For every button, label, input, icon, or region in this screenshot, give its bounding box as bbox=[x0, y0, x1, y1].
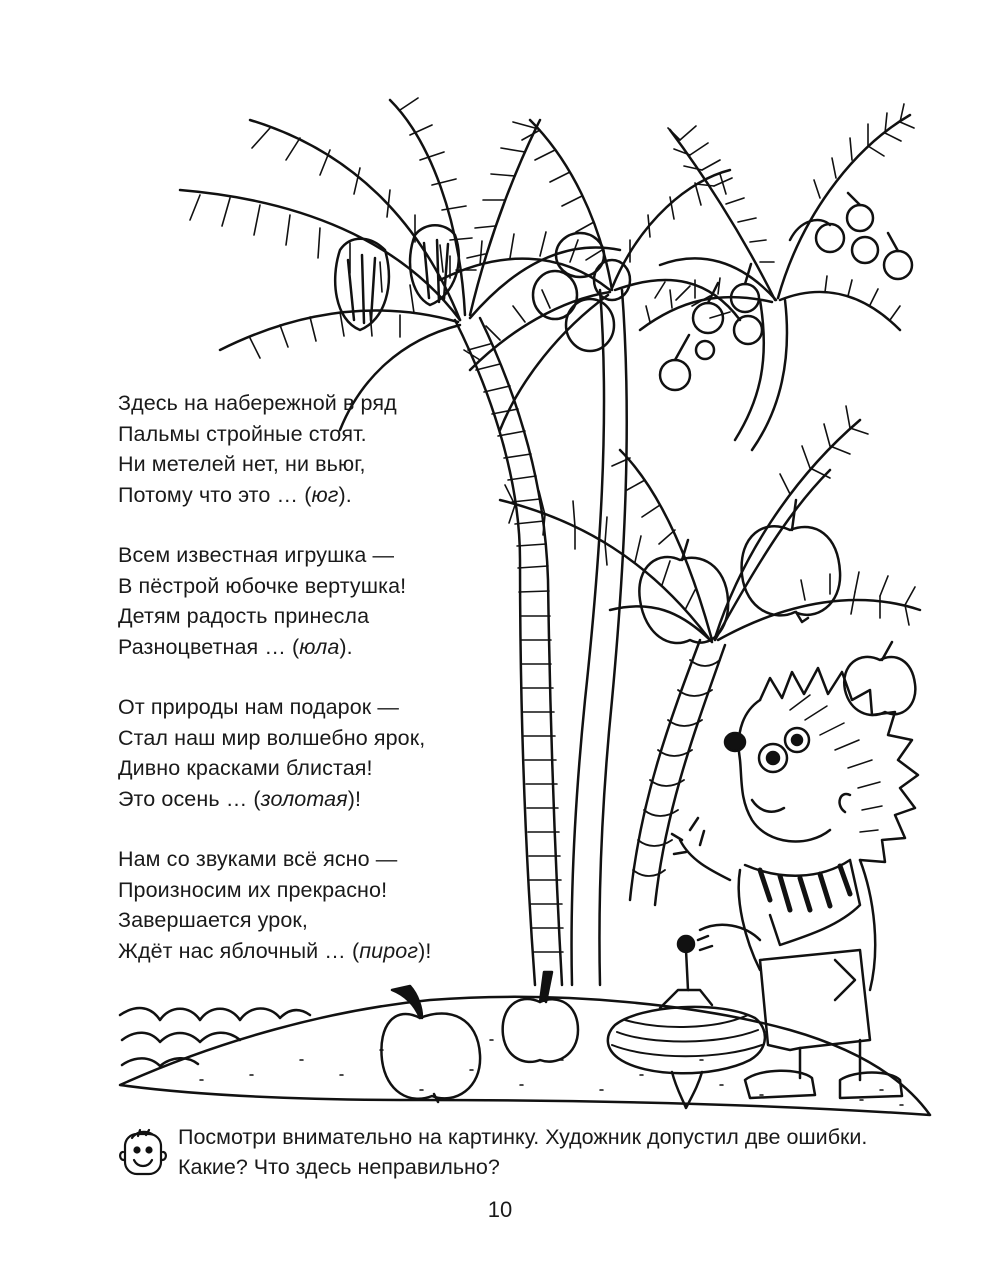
page-number: 10 bbox=[487, 1197, 513, 1222]
poem-stanza bbox=[118, 844, 488, 966]
apple bbox=[639, 540, 728, 643]
poem-line: Ни метелей нет, ни вьюг, bbox=[118, 452, 366, 476]
smiling-child-face-icon bbox=[118, 1128, 168, 1180]
poem-stanza bbox=[118, 388, 488, 510]
sea-waves bbox=[120, 1008, 310, 1066]
poem-line-suffix: )! bbox=[418, 938, 432, 963]
poem-line: Стал наш мир волшебно ярок, bbox=[118, 725, 426, 750]
poem-line: Всем известная игрушка — bbox=[118, 543, 395, 567]
poems-block bbox=[118, 388, 488, 996]
poem-answer: юг bbox=[311, 482, 339, 507]
poem-line: Дивно красками блистая! bbox=[118, 756, 373, 780]
striped-scarf bbox=[745, 860, 860, 945]
poem-line-prefix: Разноцветная … ( bbox=[118, 634, 300, 659]
poem-last-line bbox=[118, 784, 488, 815]
poem-last-line bbox=[118, 936, 488, 967]
palm-trunks bbox=[455, 290, 787, 985]
cherry-palm-crown bbox=[640, 104, 914, 390]
poem-answer: юла bbox=[299, 634, 340, 659]
island-ground bbox=[120, 997, 930, 1115]
coconut-cluster bbox=[533, 233, 630, 351]
poem-line: Завершается урок, bbox=[118, 908, 308, 932]
poem-line: В пёстрой юбочке вертушка! bbox=[118, 573, 407, 598]
poem-line: От природы нам подарок — bbox=[118, 695, 399, 719]
task-line-1: Посмотри внимательно на картинку. Художник допустил две ошибки. bbox=[178, 1125, 868, 1149]
ground-apple bbox=[503, 972, 578, 1062]
poem-line: Здесь на набережной в ряд bbox=[118, 391, 397, 415]
apple bbox=[742, 500, 841, 622]
poem-stanza bbox=[118, 692, 488, 814]
poem-answer: золотая bbox=[260, 786, 348, 811]
hedgehog bbox=[672, 642, 918, 1098]
poem-line-prefix: Ждёт нас яблочный … ( bbox=[118, 938, 360, 963]
poem-line-suffix: )! bbox=[347, 786, 362, 811]
poem-line-prefix: Это осень … ( bbox=[118, 786, 261, 811]
poem-line: Пальмы стройные стоят. bbox=[118, 421, 367, 446]
poem-last-line bbox=[118, 480, 488, 511]
poem-answer: пирог bbox=[359, 938, 419, 963]
spinning-top bbox=[608, 936, 765, 1108]
poem-line-prefix: Потому что это … ( bbox=[118, 482, 312, 507]
poem-line: Нам со звуками всё ясно — bbox=[118, 847, 398, 871]
task-text bbox=[178, 1122, 958, 1182]
apple-palm-crown bbox=[500, 406, 920, 643]
task-line-2: Какие? Что здесь неправильно? bbox=[178, 1155, 500, 1179]
poem-line-suffix: ). bbox=[339, 634, 353, 659]
poem-line: Произносим их прекрасно! bbox=[118, 877, 388, 902]
poem-line: Детям радость принесла bbox=[118, 604, 370, 628]
poem-stanza bbox=[118, 540, 488, 662]
poem-last-line bbox=[118, 632, 488, 663]
poem-line-suffix: ). bbox=[338, 482, 352, 507]
